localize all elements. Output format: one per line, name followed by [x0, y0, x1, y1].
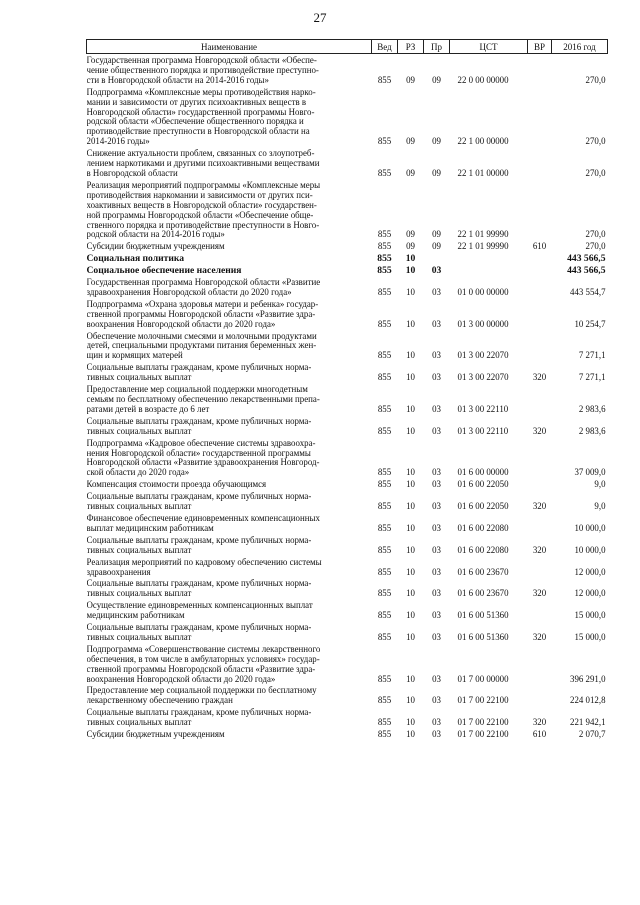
- header-name: Наименование: [87, 40, 372, 54]
- row-name-line: тивных социальных выплат: [86, 426, 192, 436]
- row-sum: 2 983,6: [578, 425, 606, 436]
- row-cst: 01 3 00 22110: [457, 425, 509, 436]
- row-rz: 10: [405, 253, 416, 265]
- row-pr: 03: [432, 372, 441, 383]
- row-ved: 855: [377, 350, 392, 361]
- table-row: [87, 478, 608, 490]
- row-pr: 09: [432, 74, 441, 85]
- row-pr: 03: [432, 544, 441, 555]
- row-name-line: ственной программы Новгородской области «Развитие здра-: [86, 309, 316, 319]
- row-rz: 10: [406, 467, 415, 478]
- row-ved: 855: [377, 544, 392, 555]
- row-pr: 03: [432, 610, 441, 621]
- row-pr: 03: [432, 588, 441, 599]
- row-name: [87, 54, 372, 86]
- row-ved: 855: [377, 501, 392, 512]
- row-rz: 10: [406, 479, 415, 490]
- row-ved: 855: [377, 318, 392, 329]
- row-name-line: обеспечения, в том числе в амбулаторных условиях» государ-: [86, 654, 320, 664]
- row-name: [87, 415, 372, 437]
- row-name-line: Осуществление единовременных компенсационных выплат: [86, 601, 313, 611]
- row-name: [87, 298, 372, 330]
- row-pr: 03: [432, 479, 441, 490]
- row-name: [87, 478, 372, 490]
- row-name-line: Новгородской области «Развитие здравоохранения Новгород-: [86, 458, 320, 468]
- row-name-line: тивных социальных выплат: [86, 545, 192, 555]
- row-cst: 01 6 00 22080: [457, 544, 509, 555]
- row-name-line: чение общественного порядка и противодействие преступно-: [86, 65, 319, 75]
- row-cst: 22 1 01 99990: [457, 229, 509, 240]
- table-header: [87, 40, 608, 54]
- row-sum: 15 000,0: [574, 631, 606, 642]
- row-rz: 09: [406, 167, 415, 178]
- row-name: [87, 361, 372, 383]
- row-pr: 03: [432, 522, 441, 533]
- row-name-line: воохранения Новгородской области до 2020 года»: [86, 674, 276, 684]
- row-sum: 9,0: [594, 501, 606, 512]
- row-pr: 03: [432, 286, 441, 297]
- row-sum: 396 291,0: [570, 673, 606, 684]
- row-cst: 01 6 00 22080: [457, 522, 509, 533]
- row-sum: 221 942,1: [570, 717, 606, 728]
- row-name: [87, 643, 372, 685]
- row-name: [87, 383, 372, 415]
- row-vr: [528, 330, 552, 362]
- row-vr: [528, 264, 552, 276]
- table-row: [87, 179, 608, 240]
- row-pr: 03: [432, 403, 441, 414]
- table-row: [87, 684, 608, 706]
- row-pr: 09: [432, 167, 441, 178]
- table-row: [87, 643, 608, 685]
- row-sum: 270,0: [585, 74, 606, 85]
- row-vr: [528, 86, 552, 147]
- row-name-line: лением наркотиками и другими психоактивными веществами: [86, 159, 320, 169]
- row-name-line: хоактивных веществ в Новгородской области» государствен-: [86, 200, 317, 210]
- table-row: [87, 728, 608, 740]
- row-name-line: Подпрограмма «Охрана здоровья матери и ребенка» государ-: [86, 299, 319, 309]
- row-rz: 10: [406, 544, 415, 555]
- row-vr: [528, 512, 552, 534]
- row-sum: 12 000,0: [574, 588, 606, 599]
- page-number: 27: [313, 10, 327, 25]
- header-year: 2016 год: [552, 40, 608, 54]
- row-name: [87, 556, 372, 578]
- row-vr: 320: [532, 631, 547, 642]
- row-ved: 855: [377, 74, 392, 85]
- row-name-line: здравоохранения Новгородской области до 2020 года»: [86, 287, 292, 297]
- row-ved: 855: [377, 522, 392, 533]
- row-sum: 37 009,0: [574, 467, 606, 478]
- row-ved: 855: [377, 588, 392, 599]
- row-ved: 855: [377, 136, 392, 147]
- row-name-line: ной программы Новгородской области «Обеспечение обще-: [86, 210, 314, 220]
- table-row: [87, 86, 608, 147]
- row-name-line: Социальная политика: [86, 254, 185, 265]
- row-name: [87, 577, 372, 599]
- row-name-line: ственной программы Новгородской области «Развитие здра-: [86, 664, 316, 674]
- row-rz: 10: [406, 673, 415, 684]
- row-rz: 10: [406, 286, 415, 297]
- row-rz: 10: [406, 695, 415, 706]
- row-vr: 610: [532, 729, 547, 740]
- row-cst: 22 1 01 99990: [457, 241, 509, 252]
- table-row: [87, 383, 608, 415]
- row-name-line: родской области «Обеспечение общественного порядка и: [86, 117, 304, 127]
- row-cst: 01 0 00 00000: [457, 286, 509, 297]
- row-name-line: Социальные выплаты гражданам, кроме публичных норма-: [86, 363, 312, 373]
- row-name-line: Социальные выплаты гражданам, кроме публичных норма-: [86, 579, 312, 589]
- table-row: [87, 706, 608, 728]
- row-pr: 03: [432, 729, 441, 740]
- row-name-line: родской области на 2014-2016 годы»: [86, 230, 225, 240]
- row-rz: 10: [406, 729, 415, 740]
- row-name-line: Подпрограмма «Совершенствование системы лекарственного: [86, 644, 321, 654]
- row-name-line: тивных социальных выплат: [86, 632, 192, 642]
- row-sum: 7 271,1: [578, 372, 606, 383]
- row-pr: 09: [432, 136, 441, 147]
- row-name-line: воохранения Новгородской области до 2020 года»: [86, 319, 276, 329]
- row-name: [87, 276, 372, 298]
- row-name-line: в Новгородской области: [86, 168, 178, 178]
- row-ved: 855: [377, 425, 392, 436]
- row-name-line: Обеспечение молочными смесями и молочными продуктами: [86, 331, 317, 341]
- row-rz: 10: [406, 372, 415, 383]
- row-vr: 320: [532, 544, 547, 555]
- row-vr: [528, 252, 552, 264]
- row-ved: 855: [377, 695, 392, 706]
- table-row: [87, 276, 608, 298]
- table-row: [87, 599, 608, 621]
- row-sum: 10 254,7: [574, 318, 606, 329]
- row-sum: 270,0: [585, 167, 606, 178]
- row-cst: 01 7 00 22100: [457, 729, 509, 740]
- row-pr: 03: [432, 695, 441, 706]
- row-sum: 443 554,7: [570, 286, 606, 297]
- row-cst: 01 6 00 22050: [457, 501, 509, 512]
- row-vr: [528, 437, 552, 479]
- table-row: [87, 264, 608, 276]
- row-rz: 09: [406, 74, 415, 85]
- row-cst: 01 3 00 22110: [457, 403, 509, 414]
- row-name-line: здравоохранения: [86, 567, 151, 577]
- row-name-line: Реализация мероприятий подпрограммы «Комплексные меры: [86, 180, 321, 190]
- row-vr: [528, 643, 552, 685]
- row-pr: 03: [432, 350, 441, 361]
- table-row: [87, 534, 608, 556]
- header-cst: ЦСТ: [450, 40, 528, 54]
- row-pr: 03: [432, 631, 441, 642]
- row-name-line: ственного порядка и противодействие преступности в Новго-: [86, 220, 320, 230]
- row-rz: 10: [406, 522, 415, 533]
- row-name: [87, 252, 372, 264]
- row-name-line: семьям по бесплатному обеспечению лекарственными препа-: [86, 395, 320, 404]
- row-pr: 03: [432, 673, 441, 684]
- row-pr: 09: [432, 241, 441, 252]
- row-name: [87, 490, 372, 512]
- row-name-line: детей, специальными продуктами питания беременных жен-: [86, 341, 317, 351]
- row-rz: 10: [406, 588, 415, 599]
- row-vr: [528, 556, 552, 578]
- row-name-line: Государственная программа Новгородской области «Развитие: [86, 278, 321, 288]
- row-name-line: Социальное обеспечение населения: [86, 266, 242, 277]
- row-name: [87, 179, 372, 240]
- row-name: [87, 437, 372, 479]
- row-name-line: Подпрограмма «Кадровое обеспечение системы здравоохра-: [86, 438, 316, 448]
- row-ved: 855: [377, 403, 392, 414]
- row-name-line: Субсидии бюджетным учреждениям: [86, 242, 225, 252]
- row-vr: [528, 298, 552, 330]
- row-sum: 224 012,8: [570, 695, 606, 706]
- header-vr: ВР: [528, 40, 552, 54]
- row-sum: 443 566,5: [567, 253, 606, 265]
- row-ved: 855: [377, 467, 392, 478]
- row-name-line: выплат медицинским работникам: [86, 523, 214, 533]
- row-name-line: Предоставление мер социальной поддержки по бесплатному: [86, 686, 317, 696]
- table-body: [87, 54, 608, 741]
- row-rz: 10: [406, 403, 415, 414]
- row-pr: 09: [432, 229, 441, 240]
- row-vr: [528, 54, 552, 86]
- row-name-line: Социальные выплаты гражданам, кроме публичных норма-: [86, 708, 312, 718]
- table-row: [87, 330, 608, 362]
- row-rz: 10: [406, 610, 415, 621]
- row-name-line: Реализация мероприятий по кадровому обеспечению системы: [86, 557, 322, 567]
- row-sum: 270,0: [585, 229, 606, 240]
- row-name: [87, 684, 372, 706]
- row-name-line: тивных социальных выплат: [86, 589, 192, 599]
- row-pr: 03: [432, 566, 441, 577]
- row-name-line: Социальные выплаты гражданам, кроме публичных норма-: [86, 416, 312, 426]
- row-pr: 03: [431, 265, 442, 277]
- table-row: [87, 54, 608, 86]
- row-sum: 15 000,0: [574, 610, 606, 621]
- row-rz: 10: [406, 566, 415, 577]
- row-sum: 2 983,6: [578, 403, 606, 414]
- row-name: [87, 534, 372, 556]
- row-cst: 01 3 00 22070: [457, 372, 509, 383]
- row-sum: 12 000,0: [574, 566, 606, 577]
- row-cst: 22 0 00 00000: [457, 74, 509, 85]
- row-name: [87, 86, 372, 147]
- row-sum: 7 271,1: [578, 350, 606, 361]
- table-row: [87, 621, 608, 643]
- row-name-line: ратами детей в возрасте до 6 лет: [86, 404, 210, 414]
- row-name: [87, 621, 372, 643]
- row-ved: 855: [377, 610, 392, 621]
- row-vr: 320: [532, 717, 547, 728]
- table-row: [87, 512, 608, 534]
- row-sum: 270,0: [585, 136, 606, 147]
- row-vr: 320: [532, 588, 547, 599]
- row-name-line: Снижение актуальности проблем, связанных со злоупотреб-: [86, 149, 315, 159]
- header-pr: Пр: [424, 40, 450, 54]
- row-rz: 10: [406, 717, 415, 728]
- row-cst: 22 1 01 00000: [457, 167, 509, 178]
- row-cst: 01 6 00 00000: [457, 467, 509, 478]
- row-pr: 03: [432, 501, 441, 512]
- row-cst: [450, 264, 528, 276]
- row-ved: 855: [377, 229, 392, 240]
- row-sum: 9,0: [594, 479, 606, 490]
- row-name-line: Компенсация стоимости проезда обучающимся: [86, 480, 267, 490]
- row-pr: 03: [432, 318, 441, 329]
- row-ved: 855: [377, 286, 392, 297]
- row-ved: 855: [377, 479, 392, 490]
- row-pr: [424, 252, 450, 264]
- row-ved: 855: [377, 566, 392, 577]
- row-cst: 01 6 00 23670: [457, 566, 509, 577]
- row-rz: 10: [406, 318, 415, 329]
- table-row: [87, 252, 608, 264]
- row-cst: 01 6 00 51360: [457, 610, 509, 621]
- table-row: [87, 361, 608, 383]
- row-rz: 10: [405, 265, 416, 277]
- row-ved: 855: [377, 631, 392, 642]
- row-name-line: Подпрограмма «Комплексные меры противодействия нарко-: [86, 87, 316, 97]
- row-rz: 10: [406, 631, 415, 642]
- table-row: [87, 437, 608, 479]
- row-name-line: тивных социальных выплат: [86, 502, 192, 512]
- row-pr: 03: [432, 425, 441, 436]
- row-cst: 01 3 00 22070: [457, 350, 509, 361]
- row-sum: 270,0: [585, 241, 606, 252]
- header-rz: РЗ: [398, 40, 424, 54]
- row-rz: 10: [406, 350, 415, 361]
- row-name-line: Субсидии бюджетным учреждениям: [86, 730, 225, 740]
- row-name-line: Социальные выплаты гражданам, кроме публичных норма-: [86, 623, 312, 633]
- row-name-line: Финансовое обеспечение единовременных компенсационных: [86, 513, 320, 523]
- row-name-line: сти в Новгородской области на 2014-2016 годы»: [86, 75, 269, 85]
- row-name: [87, 706, 372, 728]
- row-name-line: ской области до 2020 года»: [86, 468, 190, 478]
- row-sum: 443 566,5: [567, 265, 606, 277]
- row-name-line: лекарственному обеспечению граждан: [86, 696, 233, 706]
- table-row: [87, 556, 608, 578]
- table-row: [87, 298, 608, 330]
- row-name-line: тивных социальных выплат: [86, 718, 192, 728]
- table-row: [87, 147, 608, 179]
- row-vr: [528, 179, 552, 240]
- row-name: [87, 512, 372, 534]
- row-name-line: противодействия наркомании и зависимости от других пси-: [86, 190, 313, 200]
- row-ved: 855: [377, 729, 392, 740]
- row-ved: 855: [377, 265, 392, 277]
- row-cst: 01 7 00 22100: [457, 695, 509, 706]
- row-rz: 09: [406, 241, 415, 252]
- row-name-line: противодействие преступности в Новгородской области на: [86, 127, 310, 137]
- row-pr: 03: [432, 467, 441, 478]
- row-name: [87, 728, 372, 740]
- row-cst: 01 7 00 00000: [457, 673, 509, 684]
- row-vr: 610: [532, 241, 547, 252]
- row-name-line: Предоставление мер социальной поддержки многодетным: [86, 385, 308, 395]
- table-row: [87, 240, 608, 252]
- row-vr: 320: [532, 501, 547, 512]
- row-vr: [528, 599, 552, 621]
- budget-table: [86, 39, 608, 740]
- row-name-line: Государственная программа Новгородской области «Обеспе-: [86, 56, 317, 65]
- row-ved: 855: [377, 673, 392, 684]
- row-vr: [528, 383, 552, 415]
- row-name: [87, 264, 372, 276]
- row-cst: 01 3 00 00000: [457, 318, 509, 329]
- row-name-line: Социальные выплаты гражданам, кроме публичных норма-: [86, 492, 312, 502]
- row-name: [87, 599, 372, 621]
- row-cst: [450, 252, 528, 264]
- table-row: [87, 577, 608, 599]
- row-rz: 10: [406, 425, 415, 436]
- row-name: [87, 240, 372, 252]
- row-vr: [528, 684, 552, 706]
- row-ved: 855: [377, 167, 392, 178]
- row-cst: 01 7 00 22100: [457, 717, 509, 728]
- row-rz: 10: [406, 501, 415, 512]
- row-vr: 320: [532, 372, 547, 383]
- row-cst: 01 6 00 22050: [457, 479, 509, 490]
- row-vr: [528, 276, 552, 298]
- table-row: [87, 490, 608, 512]
- header-ved: Вед: [372, 40, 398, 54]
- row-name-line: 2014-2016 годы»: [86, 137, 150, 147]
- row-rz: 09: [406, 136, 415, 147]
- row-cst: 22 1 00 00000: [457, 136, 509, 147]
- row-cst: 01 6 00 23670: [457, 588, 509, 599]
- row-pr: 03: [432, 717, 441, 728]
- row-ved: 855: [377, 372, 392, 383]
- row-name-line: щин и кормящих матерей: [86, 351, 183, 361]
- row-name-line: Социальные выплаты гражданам, кроме публичных норма-: [86, 535, 312, 545]
- row-name-line: нения Новгородской области» государственной программы: [86, 448, 311, 458]
- row-sum: 10 000,0: [574, 544, 606, 555]
- row-name-line: Новгородской области» государственной программы Новго-: [86, 107, 315, 117]
- row-vr: 320: [532, 425, 547, 436]
- row-vr: [528, 478, 552, 490]
- row-name-line: тивных социальных выплат: [86, 373, 192, 383]
- row-rz: 09: [406, 229, 415, 240]
- row-ved: 855: [377, 241, 392, 252]
- table-row: [87, 415, 608, 437]
- row-vr: [528, 147, 552, 179]
- row-name: [87, 147, 372, 179]
- row-ved: 855: [377, 253, 392, 265]
- row-name-line: мании и зависимости от других психоактивных веществ в: [86, 97, 307, 107]
- row-cst: 01 6 00 51360: [457, 631, 509, 642]
- row-name: [87, 330, 372, 362]
- row-name-line: медицинским работникам: [86, 611, 185, 621]
- row-sum: 10 000,0: [574, 522, 606, 533]
- row-ved: 855: [377, 717, 392, 728]
- row-sum: 2 070,7: [578, 729, 606, 740]
